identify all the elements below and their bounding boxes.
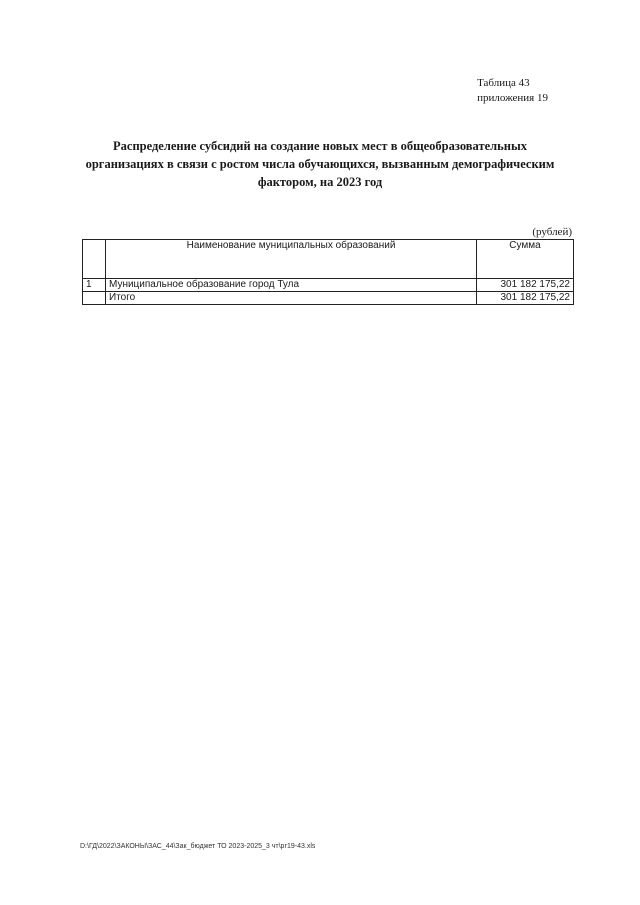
table-number: Таблица 43 — [477, 77, 530, 89]
row-num-cell: 1 — [83, 279, 106, 292]
title-line-1: Распределение субсидий на создание новых мест в общеобразовательных — [113, 139, 527, 153]
header-num-cell — [83, 240, 106, 279]
title-line-2: организациях в связи с ростом числа обучающихся, вызванным демографическим — [85, 157, 555, 171]
subsidy-table — [82, 239, 574, 305]
row-sum-cell: 301 182 175,22 — [477, 279, 574, 292]
total-row — [83, 292, 574, 305]
table-header-row — [83, 240, 574, 279]
table-reference — [477, 76, 548, 106]
header-name-cell: Наименование муниципальных образований — [106, 240, 477, 279]
total-num-cell — [83, 292, 106, 305]
total-label-cell: Итого — [106, 292, 477, 305]
table-row — [83, 279, 574, 292]
currency-unit: (рублей) — [532, 226, 572, 238]
header-sum-cell: Сумма — [477, 240, 574, 279]
file-path: D:\ГД\2022\ЗАКОНЫ\ЗАС_44\Зак_бюджет ТО 2023-2025_3 чт\рг19-43.xls — [80, 843, 316, 850]
row-name-cell: Муниципальное образование город Тула — [106, 279, 477, 292]
title-line-3: фактором, на 2023 год — [257, 175, 383, 189]
appendix-number: приложения 19 — [477, 92, 548, 104]
total-sum-cell: 301 182 175,22 — [477, 292, 574, 305]
document-title — [80, 137, 560, 191]
